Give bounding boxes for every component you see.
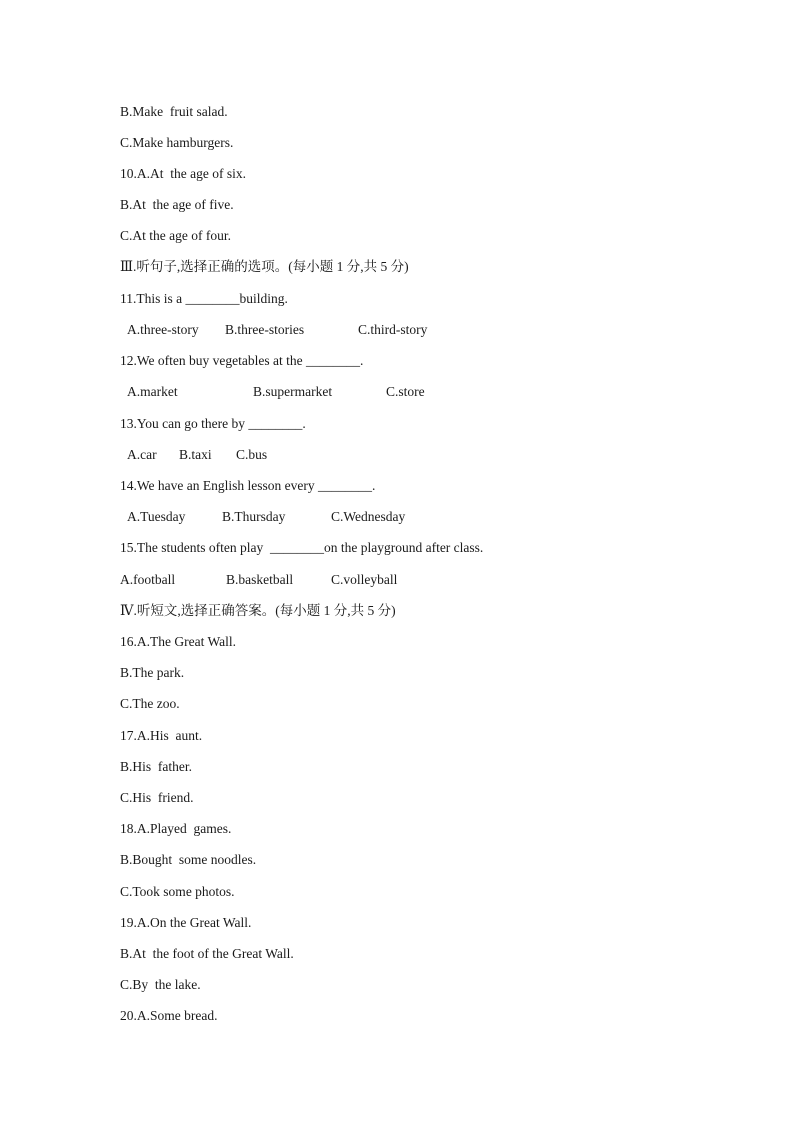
q14-option-c: C.Wednesday xyxy=(331,509,406,524)
q18-option-b: B.Bought some noodles. xyxy=(120,852,257,867)
q18-option-a: 18.A.Played games. xyxy=(120,821,232,836)
q11-stem: 11.This is a ________building. xyxy=(120,291,288,306)
q16-option-a: 16.A.The Great Wall. xyxy=(120,634,237,649)
q15-option-b: B.basketball xyxy=(226,572,294,587)
q16-option-b: B.The park. xyxy=(120,665,185,680)
q10-option-a: 10.A.At the age of six. xyxy=(120,166,246,181)
q15-option-c: C.volleyball xyxy=(331,572,398,587)
q9-option-c: C.Make hamburgers. xyxy=(120,135,234,150)
q17-option-b: B.His father. xyxy=(120,759,192,774)
q10-option-c: C.At the age of four. xyxy=(120,228,231,243)
q11-option-c: C.third-story xyxy=(358,322,428,337)
q14-stem: 14.We have an English lesson every ________. xyxy=(120,478,376,493)
q10-option-b: B.At the age of five. xyxy=(120,197,234,212)
q13-stem: 13.You can go there by ________. xyxy=(120,416,306,431)
q12-option-a: A.market xyxy=(127,384,178,399)
q20-option-a: 20.A.Some bread. xyxy=(120,1008,218,1023)
section-iv-heading: Ⅳ.听短文,选择正确答案。(每小题 1 分,共 5 分) xyxy=(120,603,396,618)
q18-option-c: C.Took some photos. xyxy=(120,884,235,899)
q19-option-a: 19.A.On the Great Wall. xyxy=(120,915,252,930)
q19-option-c: C.By the lake. xyxy=(120,977,201,992)
q13-option-b: B.taxi xyxy=(179,447,212,462)
q15-stem: 15.The students often play ________on the playground after class. xyxy=(120,540,484,555)
q12-option-b: B.supermarket xyxy=(253,384,333,399)
q11-option-a: A.three-story xyxy=(127,322,199,337)
q15-option-a: A.football xyxy=(120,572,176,587)
q9-option-b: B.Make fruit salad. xyxy=(120,104,228,119)
q19-option-b: B.At the foot of the Great Wall. xyxy=(120,946,294,961)
section-iii-heading: Ⅲ.听句子,选择正确的选项。(每小题 1 分,共 5 分) xyxy=(120,259,409,274)
q12-option-c: C.store xyxy=(386,384,425,399)
q13-option-a: A.car xyxy=(127,447,157,462)
q12-stem: 12.We often buy vegetables at the ________. xyxy=(120,353,364,368)
q11-option-b: B.three-stories xyxy=(225,322,305,337)
q14-option-b: B.Thursday xyxy=(222,509,286,524)
q16-option-c: C.The zoo. xyxy=(120,696,180,711)
q13-option-c: C.bus xyxy=(236,447,268,462)
q17-option-a: 17.A.His aunt. xyxy=(120,728,203,743)
q14-option-a: A.Tuesday xyxy=(127,509,186,524)
q17-option-c: C.His friend. xyxy=(120,790,194,805)
